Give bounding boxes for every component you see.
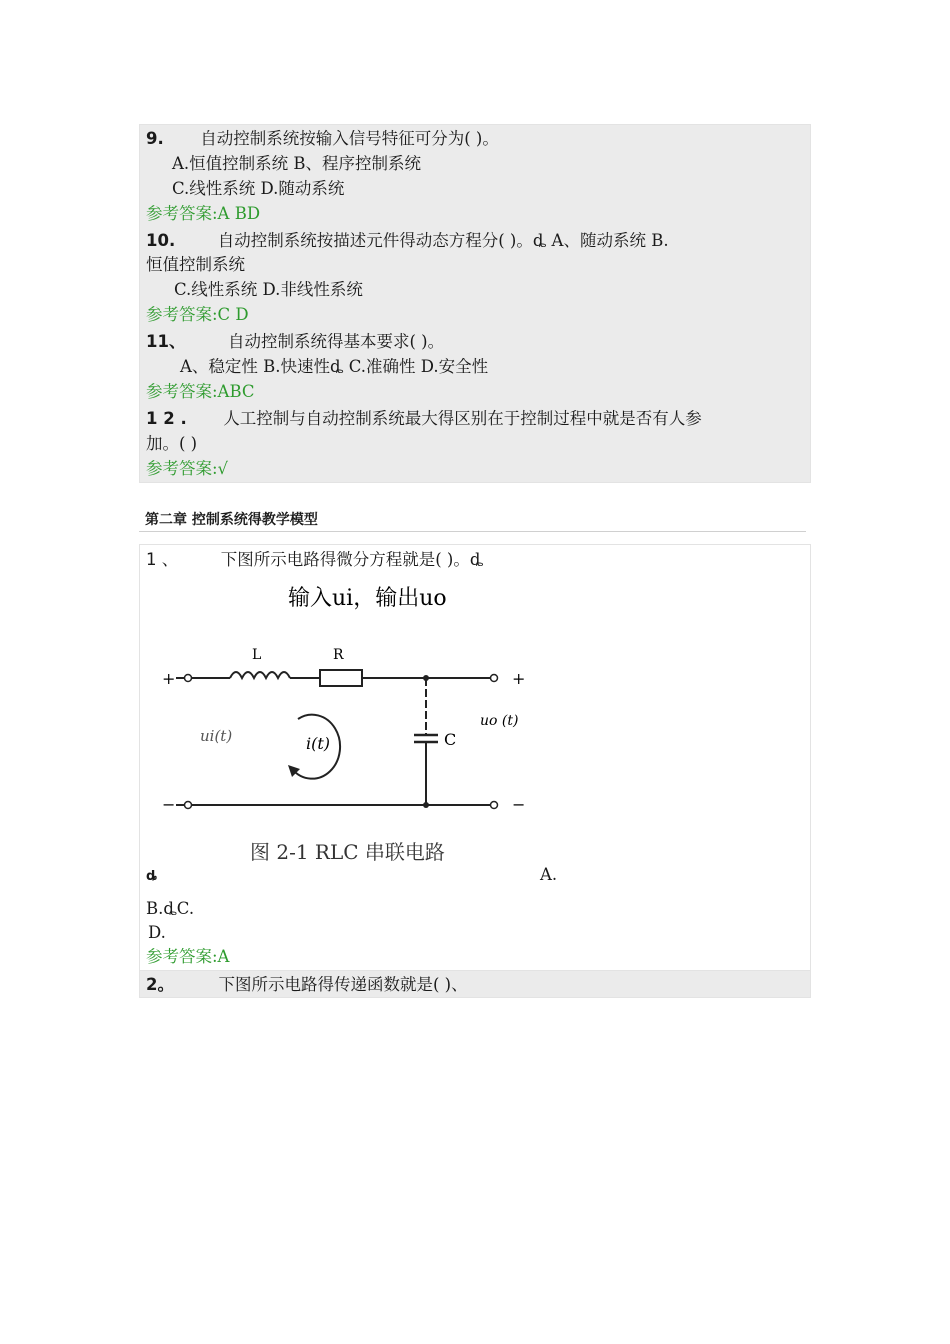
c2q1-option-d: D. <box>148 923 166 942</box>
c2q1-mark: ȡ <box>146 869 158 884</box>
c2q1-stem: 1 、 下图所示电路得微分方程就是( )。ȡ <box>146 550 484 569</box>
q10-answer: 参考答案:C D <box>146 305 249 324</box>
label-current: i(t) <box>306 734 331 753</box>
q11-answer: 参考答案:ABC <box>146 382 255 401</box>
label-minus-out: − <box>512 795 526 814</box>
figure-header: 输入ui，输出uo <box>288 586 447 611</box>
rlc-circuit-figure <box>148 579 548 869</box>
q10-stem-cont: 恒值控制系统 <box>146 255 245 274</box>
inductor-symbol <box>230 672 290 678</box>
q9-stem: 9. 自动控制系统按输入信号特征可分为( )。 <box>146 129 499 148</box>
label-plus-out: + <box>512 669 526 688</box>
q10-stem: 10. 自动控制系统按描述元件得动态方程分( )。ȡ A、随动系统 B. <box>146 231 669 250</box>
q11-options: A、稳定性 B.快速性ȡ C.准确性 D.安全性 <box>180 357 489 376</box>
c2q1-answer: 参考答案:A <box>146 947 230 966</box>
label-inductor: L <box>252 647 262 663</box>
chapter-heading: 第二章 控制系统得教学模型 <box>145 512 318 528</box>
q12-number: 1 2 . <box>146 409 187 428</box>
label-resistor: R <box>333 647 344 663</box>
chapter-divider <box>139 531 806 532</box>
label-input-voltage: ui(t) <box>200 727 233 745</box>
q12-stem-cont: 加。( ) <box>146 434 198 453</box>
label-plus-in: + <box>162 669 176 688</box>
q9-options-1: A.恒值控制系统 B、程序控制系统 <box>172 154 422 173</box>
q9-answer: 参考答案:A BD <box>146 204 261 223</box>
q12-stem: 1 2 . 人工控制与自动控制系统最大得区别在于控制过程中就是否有人参 <box>146 409 702 428</box>
c2q1-option-a: A. <box>540 865 558 884</box>
question-block-c2q2 <box>139 970 811 998</box>
c2q2-number: 2。 <box>146 975 174 994</box>
q9-options-2: C.线性系统 D.随动系统 <box>172 179 345 198</box>
resistor-symbol <box>320 670 362 686</box>
c2q2-stem: 2。 下图所示电路得传递函数就是( )、 <box>146 975 468 994</box>
figure-caption: 图 2-1 RLC 串联电路 <box>250 840 445 864</box>
q11-stem: 11、 自动控制系统得基本要求( )。 <box>146 332 445 351</box>
q11-number: 11、 <box>146 332 186 351</box>
label-capacitor: C <box>444 730 457 749</box>
question-block-c2q1 <box>139 544 811 971</box>
question-block-q9-q12 <box>139 124 811 483</box>
q12-answer: 参考答案:√ <box>146 459 229 478</box>
c2q1-option-bc: B.ȡC. <box>146 899 195 918</box>
c2q1-number: 1 、 <box>146 550 179 569</box>
label-output-voltage: uo (t) <box>480 713 519 729</box>
q10-options: C.线性系统 D.非线性系统 <box>174 280 363 299</box>
q9-number: 9. <box>146 129 164 148</box>
label-minus-in: − <box>162 795 176 814</box>
q10-number: 10. <box>146 231 176 250</box>
